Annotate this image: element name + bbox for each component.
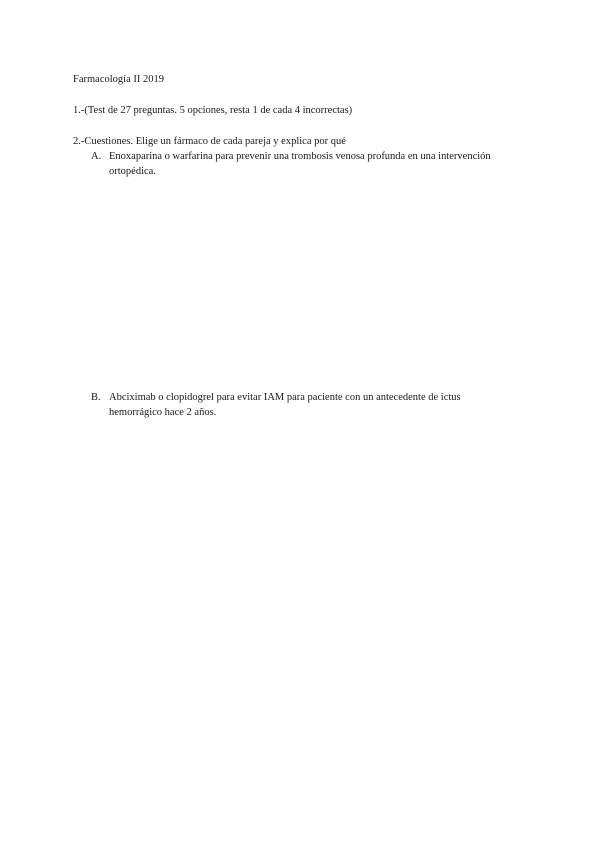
- item-a-line1: Enoxaparina o warfarina para prevenir una trombosis venosa profunda en una intervención: [109, 151, 491, 162]
- document-title: Farmacología II 2019: [73, 74, 164, 85]
- item-b-label: B.: [91, 392, 101, 403]
- item-b-line1: Abciximab o clopidogrel para evitar IAM para paciente con un antecedente de ictus: [109, 392, 461, 403]
- item-a-line2: ortopédica.: [109, 166, 156, 177]
- item-b-line2: hemorrágico hace 2 años.: [109, 407, 217, 418]
- item-b-text: [109, 390, 529, 420]
- item-a-text: [109, 149, 529, 179]
- question-2: 2.-Cuestiones. Elige un fármaco de cada pareja y explica por qué: [73, 136, 346, 147]
- item-a-label: A.: [91, 151, 102, 162]
- question-1: 1.-(Test de 27 preguntas. 5 opciones, resta 1 de cada 4 incorrectas): [73, 105, 353, 116]
